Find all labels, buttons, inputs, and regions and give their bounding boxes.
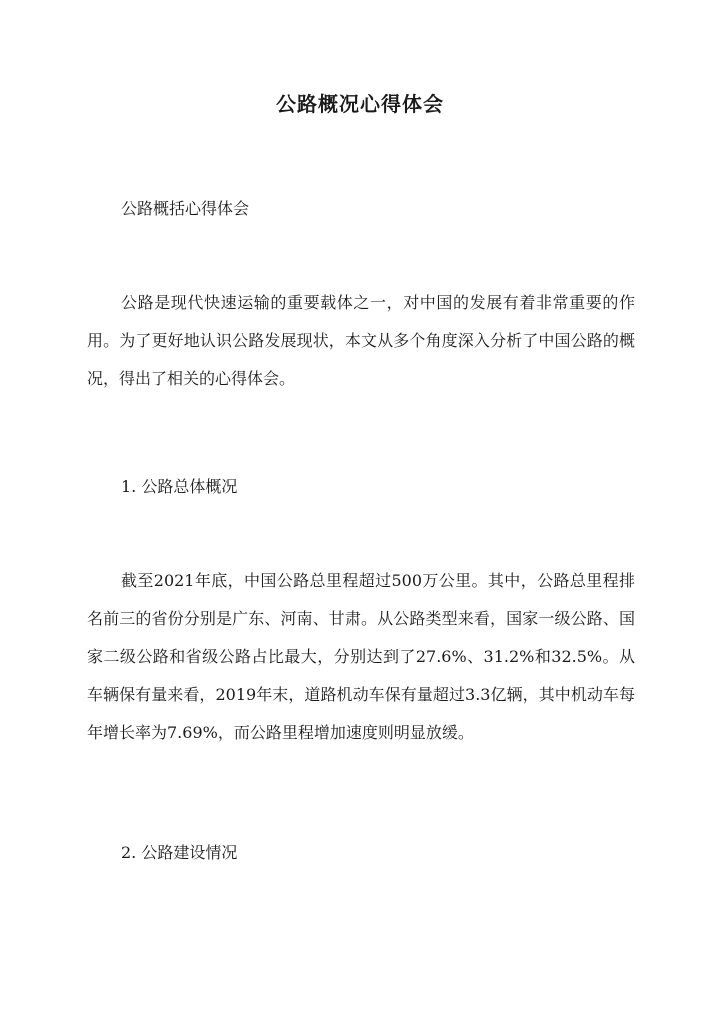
document-subtitle: 公路概括心得体会 (121, 199, 250, 218)
document-title: 公路概况心得体会 (276, 92, 444, 116)
section-1-heading: 1. 公路总体概况 (121, 477, 238, 496)
section-1-body: 截至2021年底，中国公路总里程超过500万公里。其中，公路总里程排名前三的省份分别是广东、河南、甘肃。从公路类型来看，国家一级公路、国家二级公路和省级公路占比最大，分别达到了27.6%、31.2%和32.5%。从车辆保有量来看，2019年末，道路机动车保有量超过3.3亿辆，其中机动车每年增长率为7.69%，而公路里程增加速度则明显放缓。 (87, 571, 635, 742)
section-2-heading: 2. 公路建设情况 (121, 843, 238, 862)
intro-paragraph: 公路是现代快速运输的重要载体之一，对中国的发展有着非常重要的作用。为了更好地认识公路发展现状，本文从多个角度深入分析了中国公路的概况，得出了相关的心得体会。 (87, 293, 635, 388)
